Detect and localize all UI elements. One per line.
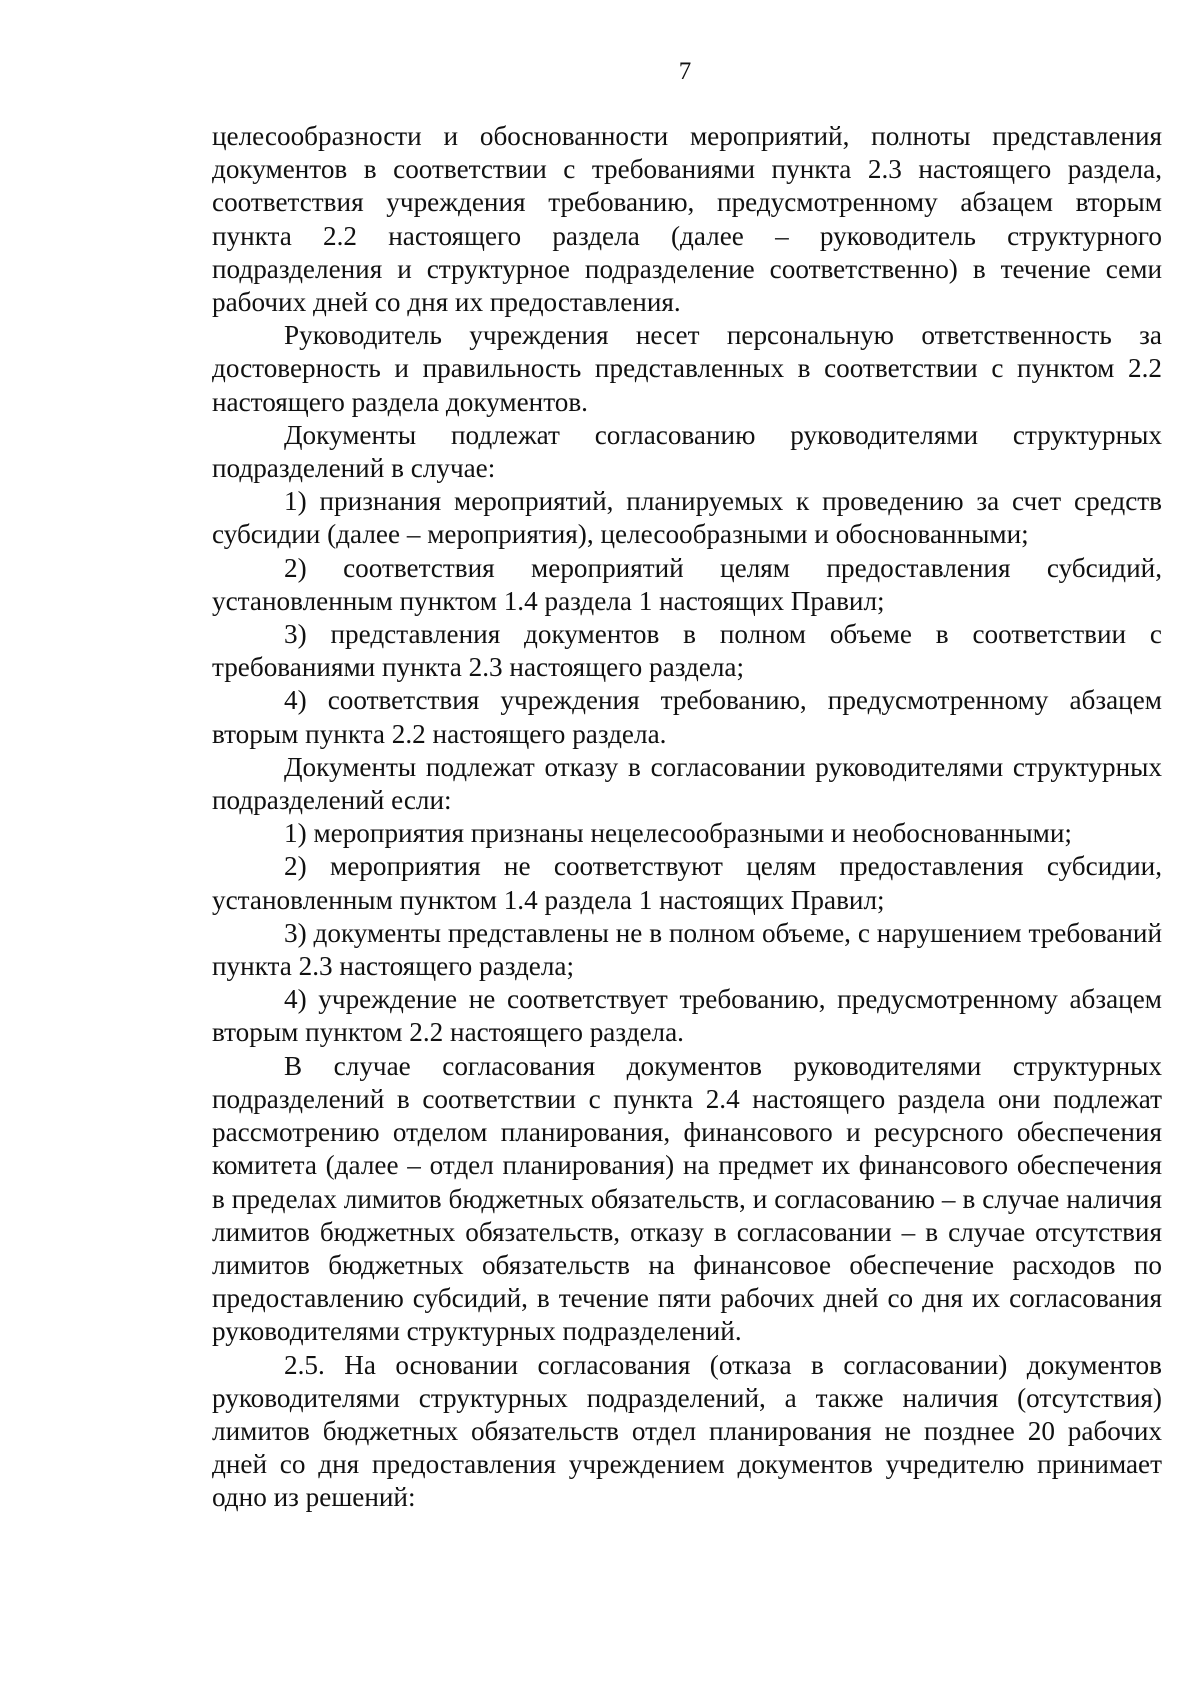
refusal-item-4: 4) учреждение не соответствует требованию, предусмотренному абзацем вторым пунктом 2.2 настоящего раздела. xyxy=(212,984,1162,1048)
refusal-item-3: 3) документы представлены не в полном объеме, с нарушением требований пункта 2.3 настоящего раздела; xyxy=(212,917,1162,982)
approval-item-2: 2) соответствия мероприятий целям предоставления субсидий, установленным пунктом 1.4 раздела 1 настоящих Правил; xyxy=(212,552,1162,616)
paragraph-section-2-5: 2.5. На основании согласования (отказа в согласовании) документов руководителями структурных подразделений, а также наличия (отсутствия) лимитов бюджетных обязательств отдел планирования не позднее 20 рабочих дней со дня предоставления учреждением документов учредителю принимает одно из решений: xyxy=(212,1349,1162,1513)
page-number: 7 xyxy=(678,58,692,85)
refusal-item-2: 2) мероприятия не соответствуют целям предоставления субсидии, установленным пунктом 1.4 раздела 1 настоящих Правил; xyxy=(212,851,1162,915)
paragraph-responsibility: Руководитель учреждения несет персональную ответственность за достоверность и правильность представленных в соответствии с пунктом 2.2 настоящего раздела документов. xyxy=(212,320,1162,417)
approval-item-4: 4) соответствия учреждения требованию, предусмотренному абзацем вторым пункта 2.2 настоящего раздела. xyxy=(212,685,1162,749)
refusal-item-1: 1) мероприятия признаны нецелесообразными и необоснованными; xyxy=(284,818,1072,849)
paragraph-approval-intro: Документы подлежат согласованию руководителями структурных подразделений в случае: xyxy=(212,419,1162,484)
paragraph-planning-review: В случае согласования документов руководителями структурных подразделений в соответствии с пункта 2.4 настоящего раздела они подлежат рассмотрению отделом планирования, финансового и ресурсного обеспечения комитета (далее – отдел планирования) на предмет их финансового обеспечения в пределах лимитов бюджетных обязательств, и согласованию – в случае наличия лимитов бюджетных обязательств, отказу в согласовании – в случае отсутствия лимитов бюджетных обязательств на финансовое обеспечение расходов по предоставлению субсидий, в течение пяти рабочих дней со дня их согласования руководителями структурных подразделений. xyxy=(212,1050,1162,1347)
approval-item-1: 1) признания мероприятий, планируемых к проведению за счет средств субсидии (далее – мероприятия), целесообразными и обоснованными; xyxy=(212,486,1162,550)
paragraph-continuation: целесообразности и обоснованности мероприятий, полноты представления документов в соответствии с требованиями пункта 2.3 настоящего раздела, соответствия учреждения требованию, предусмотренному абзацем вторым пункта 2.2 настоящего раздела (далее – руководитель структурного подразделения и структурное подразделение соответственно) в течение семи рабочих дней со дня их предоставления. xyxy=(212,121,1162,318)
approval-item-3: 3) представления документов в полном объеме в соответствии с требованиями пункта 2.3 настоящего раздела; xyxy=(212,619,1162,683)
paragraph-refusal-intro: Документы подлежат отказу в согласовании руководителями структурных подразделений если: xyxy=(212,751,1162,816)
document-body xyxy=(212,120,1162,1515)
